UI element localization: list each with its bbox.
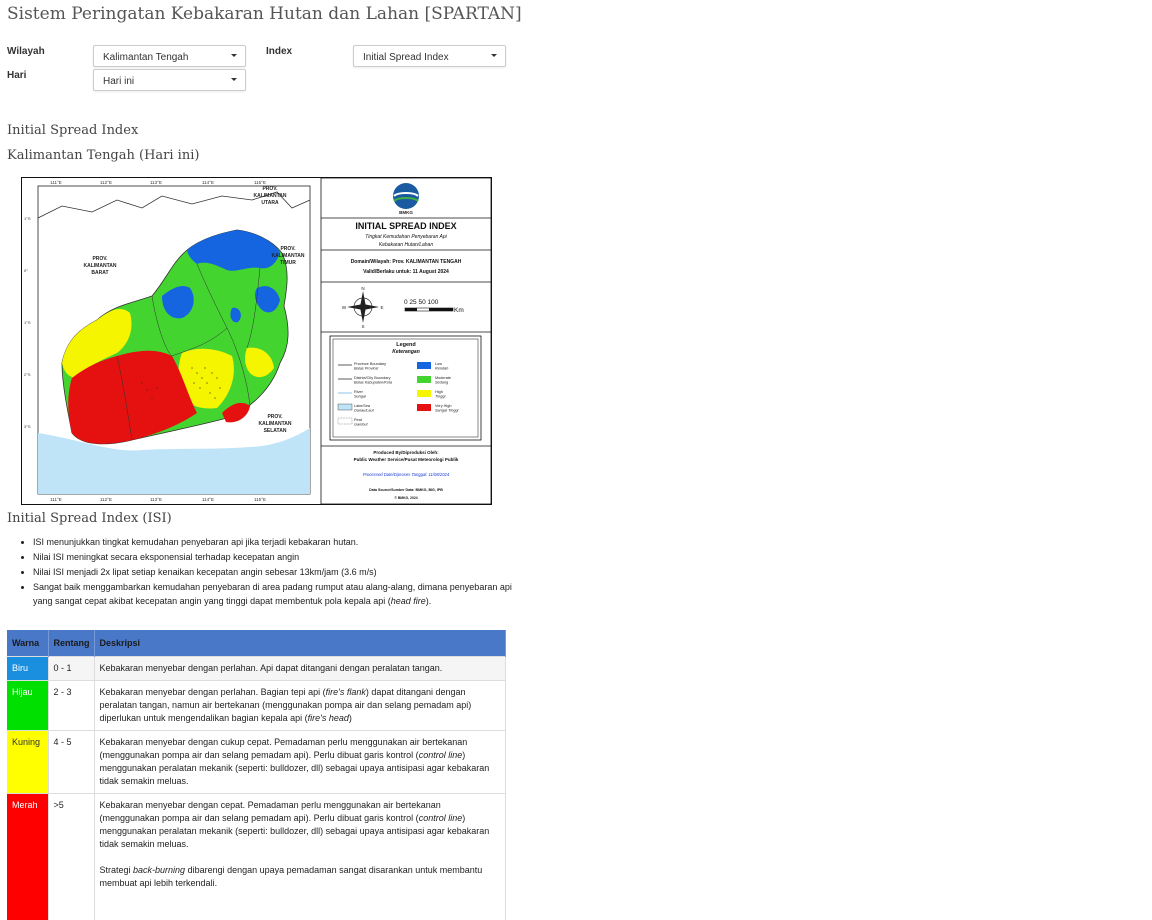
rentang-cell: 2 - 3 xyxy=(48,681,94,731)
warna-cell: Hijau xyxy=(7,681,48,731)
svg-text:S: S xyxy=(361,324,364,329)
legend-class-label: Low xyxy=(435,362,442,366)
hari-label: Hari xyxy=(7,70,26,81)
legend-subtitle: Keterangan xyxy=(392,349,420,355)
legend-class-label: Moderate xyxy=(435,376,451,380)
deskripsi-cell: Kebakaran menyebar dengan perlahan. Bagian tepi api (fire's flank) dapat ditangani dengan peralatan tangan, namun air bertekanan (menggunakan pompa air dan selang pemadam api) diperlukan untuk mengendalikan bagian kepala api (fire's head) xyxy=(94,681,506,731)
chevron-down-icon xyxy=(231,54,237,57)
legend-swatch xyxy=(417,376,431,383)
legend-class-label: Very High xyxy=(435,404,451,408)
warna-cell: Merah xyxy=(7,794,48,920)
index-select[interactable] xyxy=(353,45,506,67)
hari-select-value: Hari ini xyxy=(103,76,134,87)
svg-text:113°E: 113°E xyxy=(150,497,162,502)
isi-bullet-list xyxy=(14,535,523,609)
svg-text:114°E: 114°E xyxy=(202,180,214,185)
svg-text:0°: 0° xyxy=(24,268,28,273)
copyright: © BMKG, 2024 xyxy=(394,496,417,500)
deskripsi-cell: Kebakaran menyebar dengan cepat. Pemadaman perlu menggunakan air bertekanan (menggunakan pompa air dan selang pemadam api). Perlu dibuat garis kontrol (control line) menggunakan peralatan mekanik (seperti: bulldozer, dll) sebagai upaya antisipasi agar kebakaran tidak semakin meluas. Strategi back-burning dibarengi dengan upaya pemadaman sangat disarankan untuk membantu membuat api lebih terkendali. xyxy=(94,794,506,920)
svg-text:112°E: 112°E xyxy=(100,180,112,185)
prov-barat-label: PROV. KALIMANTAN BARAT xyxy=(84,256,117,276)
warna-cell: Biru xyxy=(7,657,48,681)
section-subtitle: Kalimantan Tengah (Hari ini) xyxy=(7,148,199,163)
processed-date: Processed Date/Diproses Tanggal: 11/08/2024 xyxy=(363,472,450,477)
wilayah-label: Wilayah xyxy=(7,46,45,57)
svg-text:W: W xyxy=(342,305,347,310)
app-title: Sistem Peringatan Kebakaran Hutan dan Lahan [SPARTAN] xyxy=(7,4,522,24)
deskripsi-cell: Kebakaran menyebar dengan perlahan. Api dapat ditangani dengan peralatan tangan. xyxy=(94,657,506,681)
map-subtitle-1: Tingkat Kemudahan Penyebaran Api xyxy=(365,234,447,240)
legend-label: Peat xyxy=(354,418,363,422)
svg-text:115°E: 115°E xyxy=(254,497,266,502)
list-item: • Nilai ISI menjadi 2x lipat setiap kenaikan kecepatan angin sebesar 13km/jam (3.6 m/s) xyxy=(33,565,523,579)
map-valid-date: Valid/Berlaku untuk: 11 August 2024 xyxy=(363,269,449,275)
hari-select[interactable] xyxy=(93,69,246,91)
legend-class-label: High xyxy=(435,390,443,394)
legend-class-sublabel: Sedang xyxy=(435,381,449,385)
svg-text:1°S: 1°S xyxy=(24,216,31,221)
legend-symbol xyxy=(338,418,352,424)
legend-sublabel: Batas Kabupaten/Kota xyxy=(354,381,392,385)
legend-sublabel: Gambut xyxy=(354,423,368,427)
scale-labels: 0 25 50 100 xyxy=(404,299,439,306)
rentang-cell: 0 - 1 xyxy=(48,657,94,681)
map-lon-ticks-bottom xyxy=(50,497,266,502)
header-rentang: Rentang xyxy=(48,630,94,657)
legend-class-sublabel: Rendah xyxy=(435,367,448,371)
legend-title: Legend xyxy=(396,342,416,348)
prov-utara-label: PROV. KALIMANTAN UTARA xyxy=(254,186,287,206)
warna-cell: Kuning xyxy=(7,731,48,794)
isi-heading: Initial Spread Index (ISI) xyxy=(7,511,172,526)
svg-text:2°S: 2°S xyxy=(24,372,31,377)
legend-class-sublabel: Tinggi xyxy=(435,395,445,399)
legend-sublabel: Sungai xyxy=(354,395,366,399)
svg-text:111°E: 111°E xyxy=(50,497,62,502)
legend-symbol xyxy=(338,404,352,410)
svg-text:3°S: 3°S xyxy=(24,424,31,429)
svg-text:114°E: 114°E xyxy=(202,497,214,502)
legend-label: River xyxy=(354,390,364,394)
svg-text:111°E: 111°E xyxy=(50,180,62,185)
table-row xyxy=(7,794,506,920)
svg-text:BMKG: BMKG xyxy=(399,210,413,215)
legend-class-sublabel: Sangat Tinggi xyxy=(435,409,459,413)
chevron-down-icon xyxy=(491,54,497,57)
svg-text:115°E: 115°E xyxy=(254,180,266,185)
legend-label: Province Boundary xyxy=(354,362,386,366)
header-deskripsi: Deskripsi xyxy=(94,630,506,657)
index-select-value: Initial Spread Index xyxy=(363,52,449,63)
table-header-row xyxy=(7,630,506,657)
prov-selatan-label: PROV. KALIMANTAN SELATAN xyxy=(259,414,292,434)
legend-sublabel: Batas Provinsi xyxy=(354,367,378,371)
svg-text:1°S: 1°S xyxy=(24,320,31,325)
svg-text:113°E: 113°E xyxy=(150,180,162,185)
svg-text:N: N xyxy=(361,286,364,291)
list-item: • ISI menunjukkan tingkat kemudahan penyebaran api jika terjadi kebakaran hutan. xyxy=(33,535,523,549)
legend-label: Lake/Sea xyxy=(354,404,371,408)
svg-text:E: E xyxy=(380,305,383,310)
legend-swatch xyxy=(417,362,431,369)
svg-text:112°E: 112°E xyxy=(100,497,112,502)
legend-label: District/City Boundary xyxy=(354,376,391,380)
wilayah-select[interactable] xyxy=(93,45,246,67)
map-lat-ticks xyxy=(24,216,31,429)
map-lon-ticks-top xyxy=(50,180,266,185)
table-row xyxy=(7,681,506,731)
legend-sublabel: Danau/Laut xyxy=(354,409,375,413)
legend-swatch xyxy=(417,404,431,411)
index-label: Index xyxy=(266,46,292,57)
table-row xyxy=(7,731,506,794)
isi-table xyxy=(7,630,506,920)
rentang-cell: >5 xyxy=(48,794,94,920)
produced-by: Produced By/Diproduksi Oleh: xyxy=(373,450,439,455)
produced-org: Public Weather Service/Pusat Meteorologi Publik xyxy=(354,457,459,462)
isi-map-image xyxy=(21,177,492,505)
scale-unit: Km xyxy=(454,307,464,314)
map-title: INITIAL SPREAD INDEX xyxy=(355,221,456,231)
header-warna: Warna xyxy=(7,630,48,657)
legend-swatch xyxy=(417,390,431,397)
list-item: • Nilai ISI meningkat secara eksponensial terhadap kecepatan angin xyxy=(33,550,523,564)
wilayah-select-value: Kalimantan Tengah xyxy=(103,52,188,63)
map-domain: Domain/Wilayah: Prov. KALIMANTAN TENGAH xyxy=(351,259,462,265)
prov-timur-label: PROV. KALIMANTAN TIMUR xyxy=(272,246,305,266)
section-title: Initial Spread Index xyxy=(7,123,138,138)
data-source: Data Source/Sumber Data: BMKG, BIG, IPB xyxy=(369,488,443,492)
map-subtitle-2: Kebakaran Hutan/Lahan xyxy=(379,242,433,248)
list-item: • Sangat baik menggambarkan kemudahan penyebaran di area padang rumput atau alang-alang, dimana penyebaran api yang sangat cepat akibat kecepatan angin yang tinggi dapat membentuk pola kepala api (head fire). xyxy=(33,580,523,608)
chevron-down-icon xyxy=(231,78,237,81)
rentang-cell: 4 - 5 xyxy=(48,731,94,794)
table-row xyxy=(7,657,506,681)
deskripsi-cell: Kebakaran menyebar dengan cukup cepat. Pemadaman perlu menggunakan air bertekanan (menggunakan pompa air dan selang pemadam api). Perlu dibuat garis kontrol (control line) menggunakan peralatan mekanik (seperti: bulldozer, dll) sebagai upaya antisipasi agar kebakaran tidak semakin meluas. xyxy=(94,731,506,794)
